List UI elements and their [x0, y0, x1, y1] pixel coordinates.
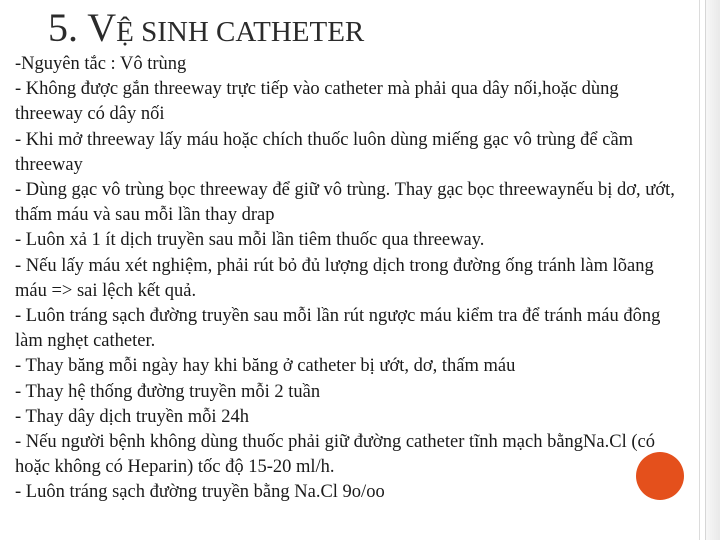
slide-right-frame [705, 0, 720, 540]
bullet-line: - Thay băng mỗi ngày hay khi băng ở catheter bị ướt, dơ, thấm máu [15, 356, 516, 377]
bullet-line: - Thay hệ thống đường truyền mỗi 2 tuần [15, 381, 321, 402]
title-first-letter: V [87, 5, 117, 50]
accent-circle [636, 452, 684, 500]
bullet-line: - Luôn tráng sạch đường truyền bằng Na.Cl 9o/oo [15, 482, 385, 503]
title-number: 5. [48, 5, 78, 50]
bullet-line: - Không được gắn threeway trực tiếp vào catheter mà phải qua dây nối,hoặc dùng threeway có dây nối [15, 79, 619, 125]
slide-title [48, 6, 364, 54]
bullet-line: - Khi mở threeway lấy máu hoặc chích thuốc luôn dùng miếng gạc vô trùng để cầm threeway [15, 129, 634, 175]
bullet-line: - Nếu người bệnh không dùng thuốc phải giữ đường catheter tĩnh mạch bằngNa.Cl (có hoặc không có Heparin) tốc độ 15-20 ml/h. [15, 432, 655, 478]
bullet-line: - Dùng gạc vô trùng bọc threeway để giữ vô trùng. Thay gạc bọc threewaynếu bị dơ, ướt, thấm máu và sau mỗi lần thay drap [15, 180, 675, 226]
bullet-line: - Thay dây dịch truyền mỗi 24h [15, 406, 249, 427]
bullet-line: -Nguyên tắc : Vô trùng [15, 54, 187, 74]
slide-body [15, 52, 685, 506]
bullet-line: - Luôn tráng sạch đường truyền sau mỗi lần rút ngược máu kiểm tra để tránh máu đông làm nghẹt catheter. [15, 306, 661, 352]
bullet-line: - Luôn xả 1 ít dịch truyền sau mỗi lần tiêm thuốc qua threeway. [15, 230, 485, 251]
bullet-line: - Nếu lấy máu xét nghiệm, phải rút bỏ đủ lượng dịch trong đường ống tránh làm lõang máu => sai lệch kết quả. [15, 255, 654, 301]
title-rest: Ệ SINH CATHETER [116, 16, 365, 48]
